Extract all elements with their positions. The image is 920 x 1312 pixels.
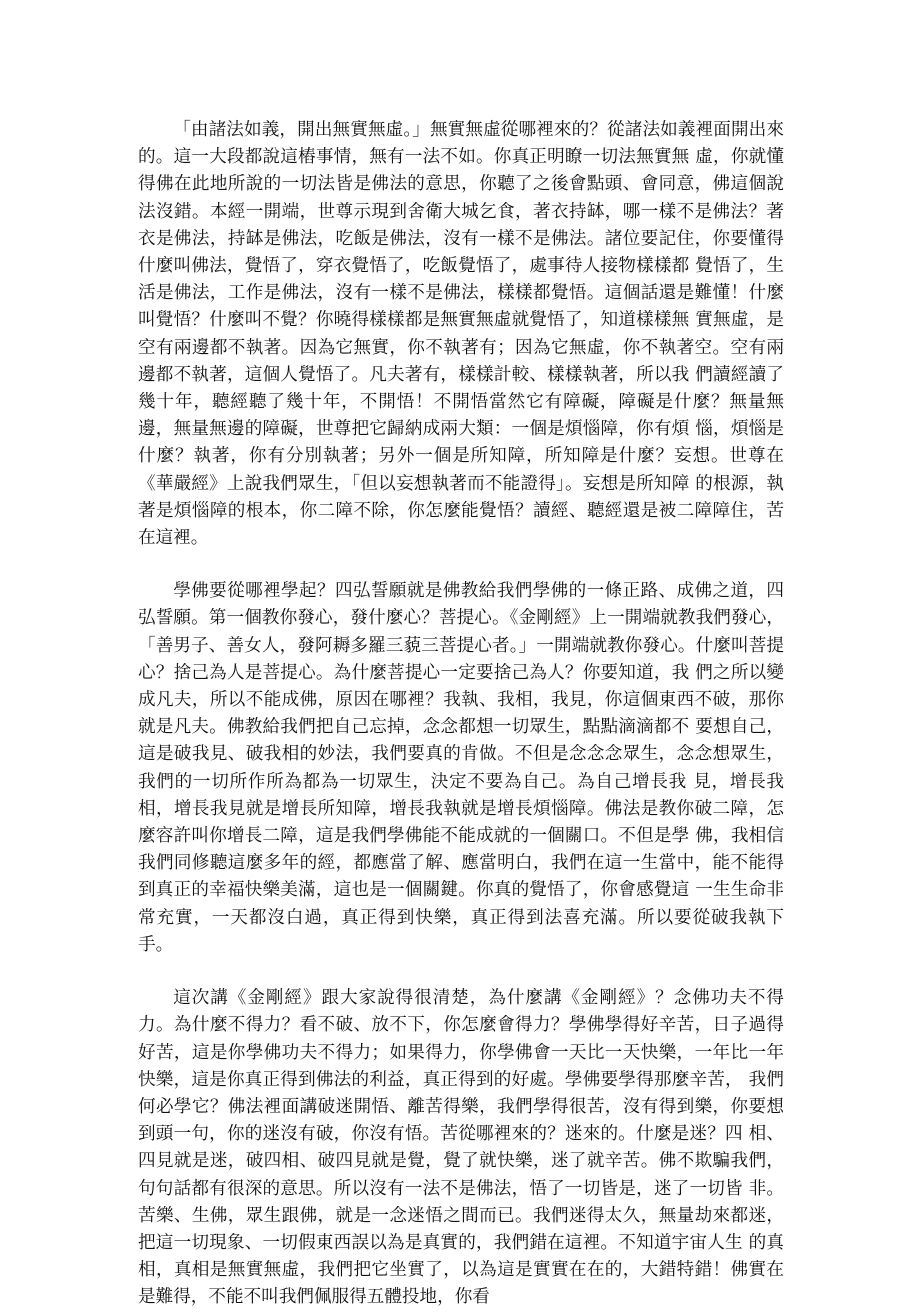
- document-body: [138, 117, 784, 1312]
- paragraph-2: 學佛要從哪裡學起？四弘誓願就是佛教給我們學佛的一條正路、成佛之道，四弘誓願。第一個教你發心，發什麼心？菩提心。《金剛經》上一開端就教我們發心，「善男子、善女人，發阿耨多羅三藐三菩提心者。」一開端就教你發心。什麼叫菩提心？捨己為人是菩提心。為什麼菩提心一定要捨己為人？你要知道，我 們之所以變成凡夫，所以不能成佛，原因在哪裡？我執、我相，我見，你這個東西不破，那你就是凡夫。佛教給我們把自己忘掉，念念都想一切眾生，點點滴滴都不 要想自己，這是破我見、破我相的妙法，我們要真的肯做。不但是念念念眾生，念念想眾生，我們的一切所作所為都為一切眾生，決定不要為自己。為自己增長我 見，增長我相，增長我見就是增長所知障，增長我執就是增長煩惱障。佛法是教你破二障，怎麼容許叫你增長二障，這是我們學佛能不能成就的一個關口。不但是學 佛，我相信我們同修聽這麼多年的經，都應當了解、應當明白，我們在這一生當中，能不能得到真正的幸福快樂美滿，這也是一個關鍵。你真的覺悟了，你會感覺這 一生生命非常充實，一天都沒白過，真正得到快樂，真正得到法喜充滿。所以要從破我執下手。: [138, 581, 784, 955]
- paragraph-1: 「由諸法如義，開出無實無虛。」無實無虛從哪裡來的？從諸法如義裡面開出來的。這一大段都說這樁事情，無有一法不如。你真正明瞭一切法無實無 虛，你就懂得佛在此地所說的一切法皆是佛法的意思，你聽了之後會點頭、會同意，佛這個說法沒錯。本經一開端，世尊示現到舍衛大城乞食，著衣持缽，哪一樣不是佛法？著衣是佛法，持缽是佛法，吃飯是佛法，沒有一樣不是佛法。諸位要記住，你要懂得什麼叫佛法，覺悟了，穿衣覺悟了，吃飯覺悟了，處事待人接物樣樣都 覺悟了，生活是佛法，工作是佛法，沒有一樣不是佛法，樣樣都覺悟。這個話還是難懂！什麼叫覺悟？什麼叫不覺？你曉得樣樣都是無實無虛就覺悟了，知道樣樣無 實無虛，是空有兩邊都不執著。因為它無實，你不執著有；因為它無虛，你不執著空。空有兩邊都不執著，這個人覺悟了。凡夫著有，樣樣計較、樣樣執著，所以我 們讀經讀了幾十年，聽經聽了幾十年，不開悟！不開悟當然它有障礙，障礙是什麼？無量無邊，無量無邊的障礙，世尊把它歸納成兩大類：一個是煩惱障，你有煩 惱，煩惱是什麼？執著，你有分別執著；另外一個是所知障，所知障是什麼？妄想。世尊在《華嚴經》上說我們眾生，「但以妄想執著而不能證得」。妄想是所知障 的根源，執著是煩惱障的根本，你二障不除，你怎麼能覺悟？讀經、聽經還是被二障障住，苦在這裡。: [138, 120, 784, 549]
- paragraph-3: 這次講《金剛經》跟大家說得很清楚，為什麼講《金剛經》？念佛功夫不得力。為什麼不得力？看不破、放不下，你怎麼會得力？學佛學得好辛苦，日子過得好苦，這是你學佛功夫不得力；如果得力，你學佛會一天比一天快樂，一年比一年快樂，這是你真正得到佛法的利益，真正得到的好處。學佛要學得那麼辛苦， 我們何必學它？佛法裡面講破迷開悟、離苦得樂，我們學得很苦，沒有得到樂，你要想到頭一句，你的迷沒有破，你沒有悟。苦從哪裡來的？迷來的。什麼是迷？四 相、四見就是迷，破四相、破四見就是覺，覺了就快樂，迷了就辛苦。佛不欺騙我們，句句話都有很深的意思。所以沒有一法不是佛法，悟了一切皆是，迷了一切皆 非。苦樂、生佛，眾生跟佛，就是一念迷悟之間而已。我們迷得太久，無量劫來都迷，把這一切現象、一切假東西誤以為是真實的，我們錯在這裡。不知道宇宙人生 的真相，真相是無實無虛，我們把它坐實了，以為這是實實在在的，大錯特錯！佛實在是難得，不能不叫我們佩服得五體投地，你看: [138, 988, 784, 1308]
